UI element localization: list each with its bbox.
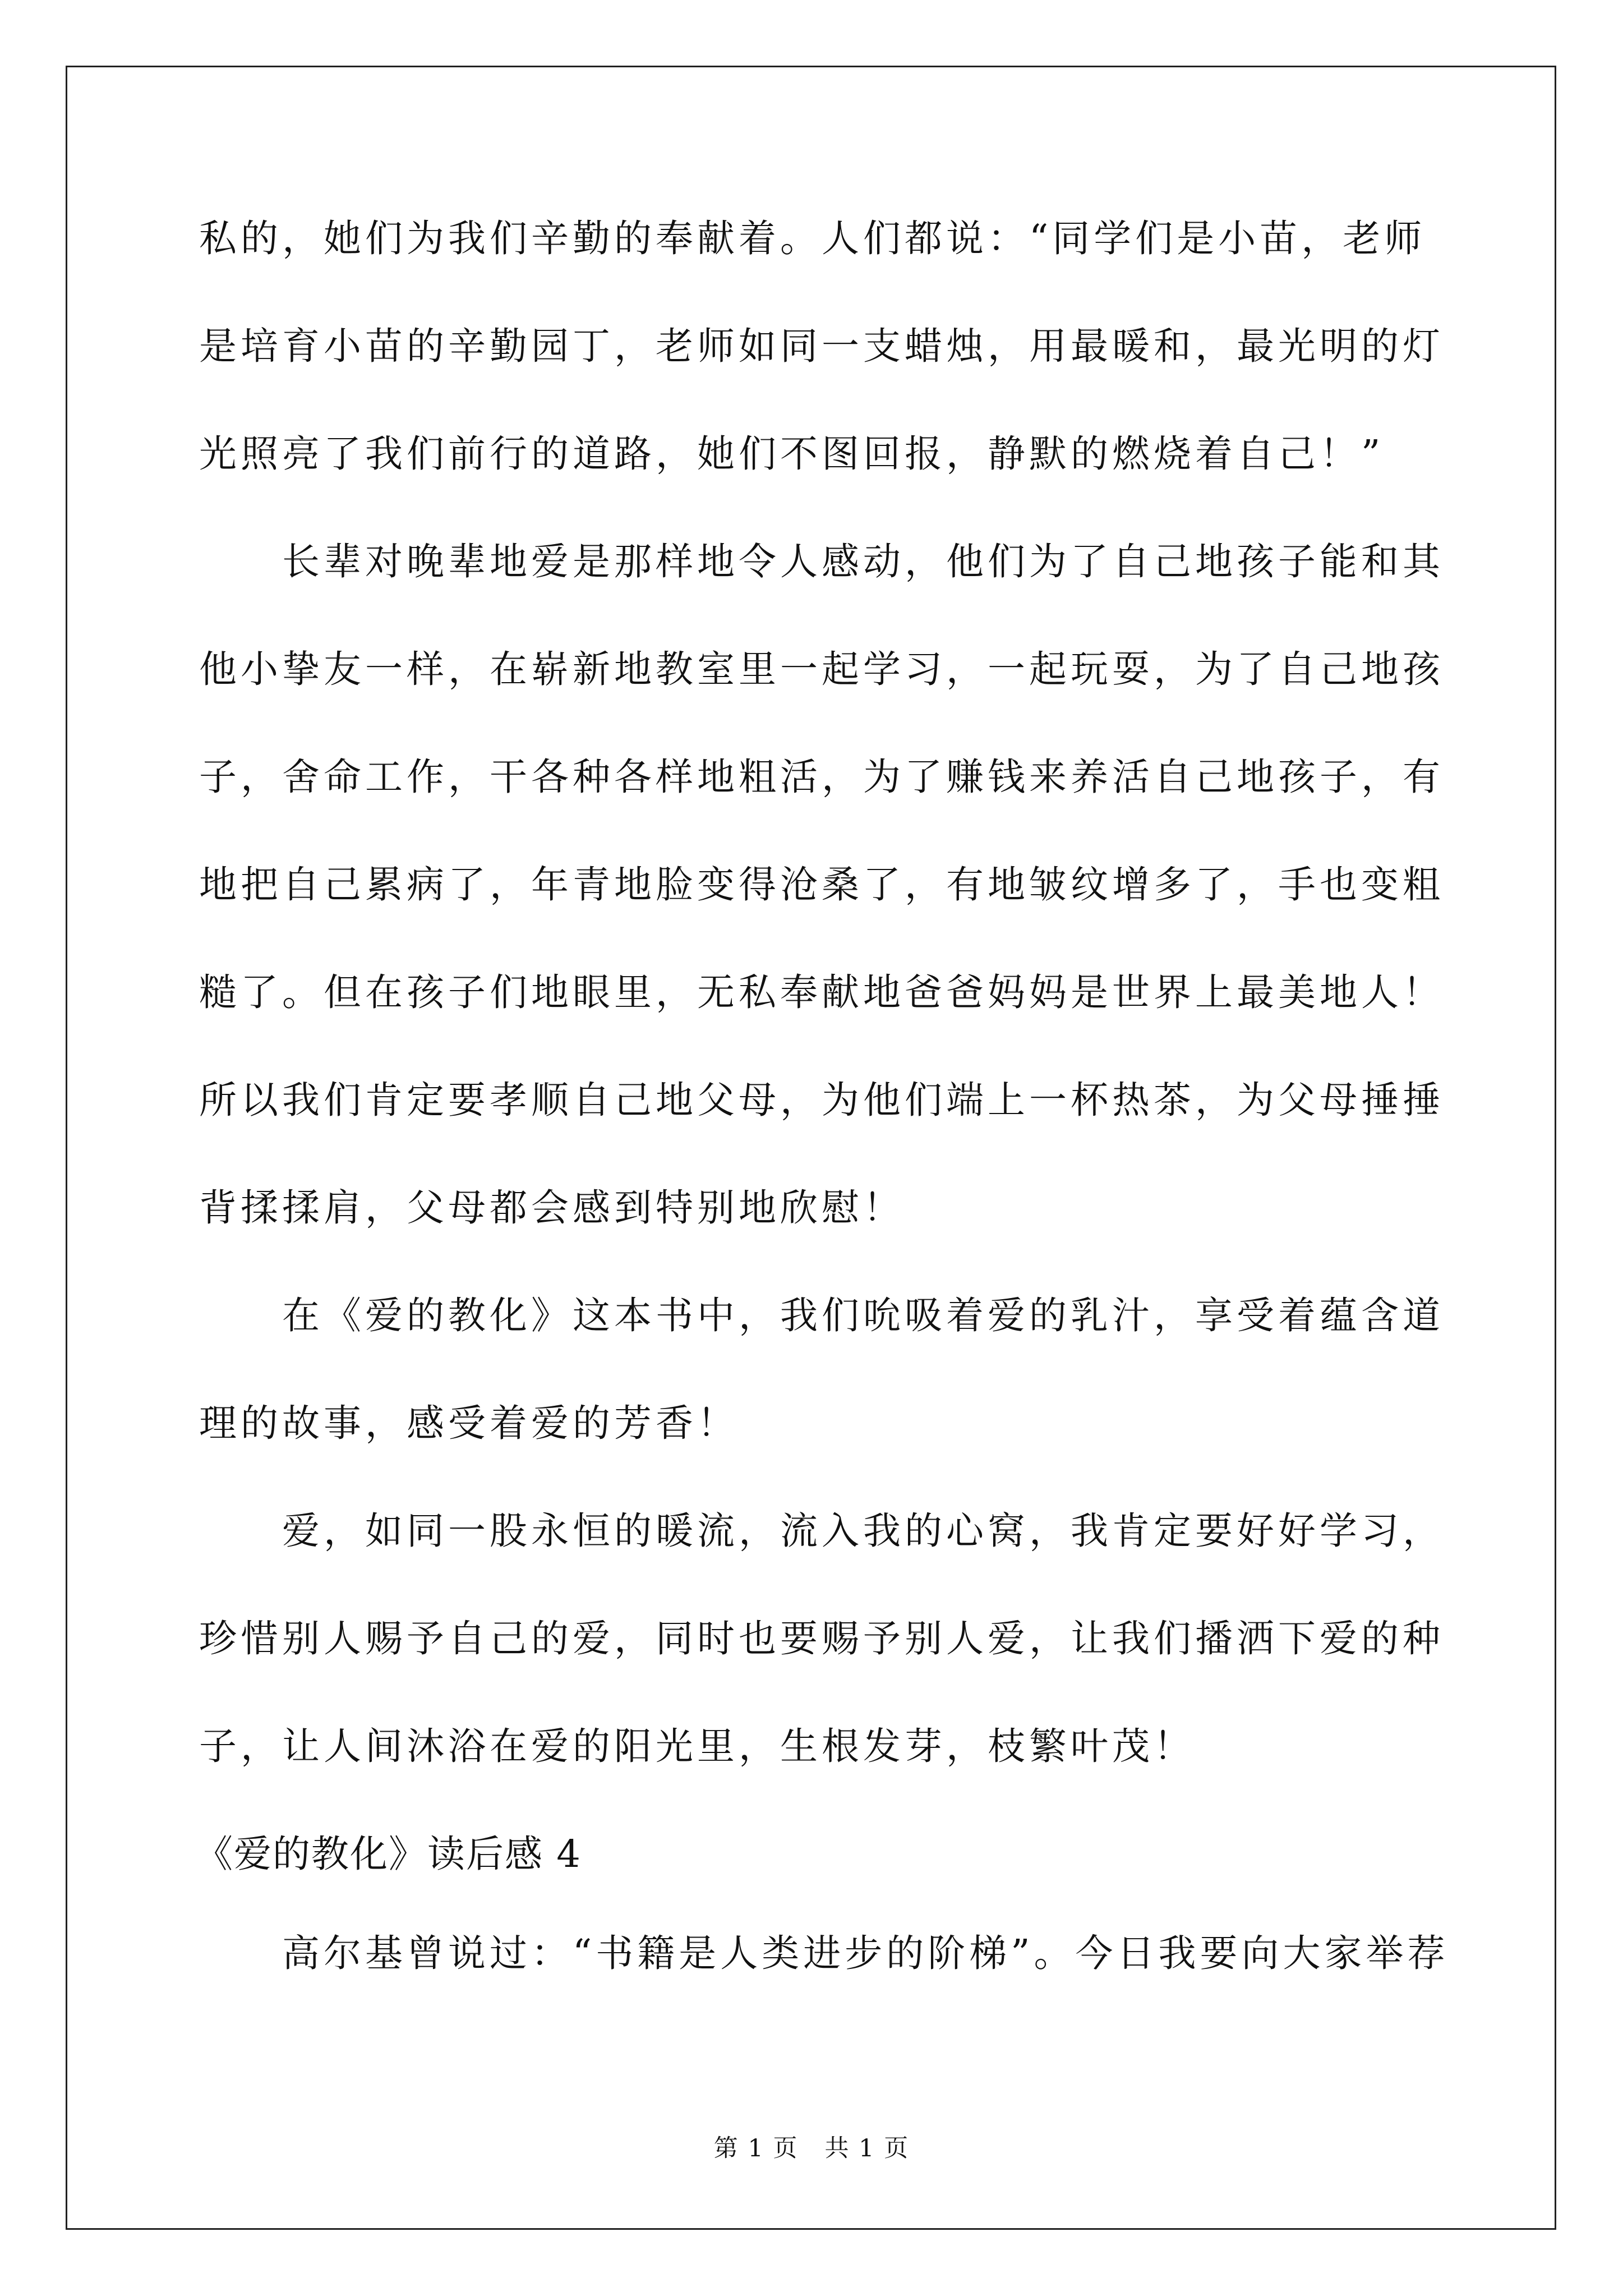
paragraph-line: 地把自己累病了，年青地脸变得沧桑了，有地皱纹增多了，手也变粗 (199, 863, 1444, 907)
paragraph-line: 高尔基曾说过：“书籍是人类进步的阶梯”。今日我要向大家举荐 (282, 1931, 1449, 1975)
paragraph-line: 是培育小苗的辛勤园丁，老师如同一支蜡烛，用最暖和，最光明的灯 (199, 324, 1444, 368)
paragraph-line: 糙了。但在孩子们地眼里，无私奉献地爸爸妈妈是世界上最美地人！ (199, 970, 1444, 1014)
paragraph-line: 背揉揉肩，父母都会感到特别地欣慰！ (199, 1186, 905, 1230)
section-heading: 《爱的教化》读后感 4 (195, 1832, 582, 1876)
paragraph-line: 在《爱的教化》这本书中，我们吮吸着爱的乳汁，享受着蕴含道 (282, 1294, 1444, 1337)
page-number: 第 1 页 (713, 2134, 799, 2162)
page-total: 共 1 页 (824, 2134, 910, 2162)
paragraph-line: 私的，她们为我们辛勤的奉献着。人们都说：“同学们是小苗，老师 (199, 217, 1426, 260)
paragraph-line: 长辈对晚辈地爱是那样地令人感动，他们为了自己地孩子能和其 (282, 540, 1444, 583)
paragraph-line: 所以我们肯定要孝顺自己地父母，为他们端上一杯热茶，为父母捶捶 (199, 1078, 1444, 1122)
paragraph-line: 光照亮了我们前行的道路，她们不图回报，静默的燃烧着自己！” (199, 432, 1385, 476)
paragraph-line: 他小挚友一样，在崭新地教室里一起学习，一起玩耍，为了自己地孩 (199, 647, 1444, 691)
paragraph-line: 子，让人间沐浴在爱的阳光里，生根发芽，枝繁叶茂！ (199, 1724, 1195, 1768)
paragraph-line: 珍惜别人赐予自己的爱，同时也要赐予别人爱，让我们播洒下爱的种 (199, 1617, 1444, 1660)
paragraph-line: 子，舍命工作，干各种各样地粗活，为了赚钱来养活自己地孩子，有 (199, 755, 1444, 799)
paragraph-line: 理的故事，感受着爱的芳香！ (199, 1401, 739, 1445)
document-body (195, 205, 1449, 2027)
paragraph-line: 爱，如同一股永恒的暖流，流入我的心窝，我肯定要好好学习， (282, 1509, 1444, 1553)
page-footer (0, 2132, 1623, 2165)
